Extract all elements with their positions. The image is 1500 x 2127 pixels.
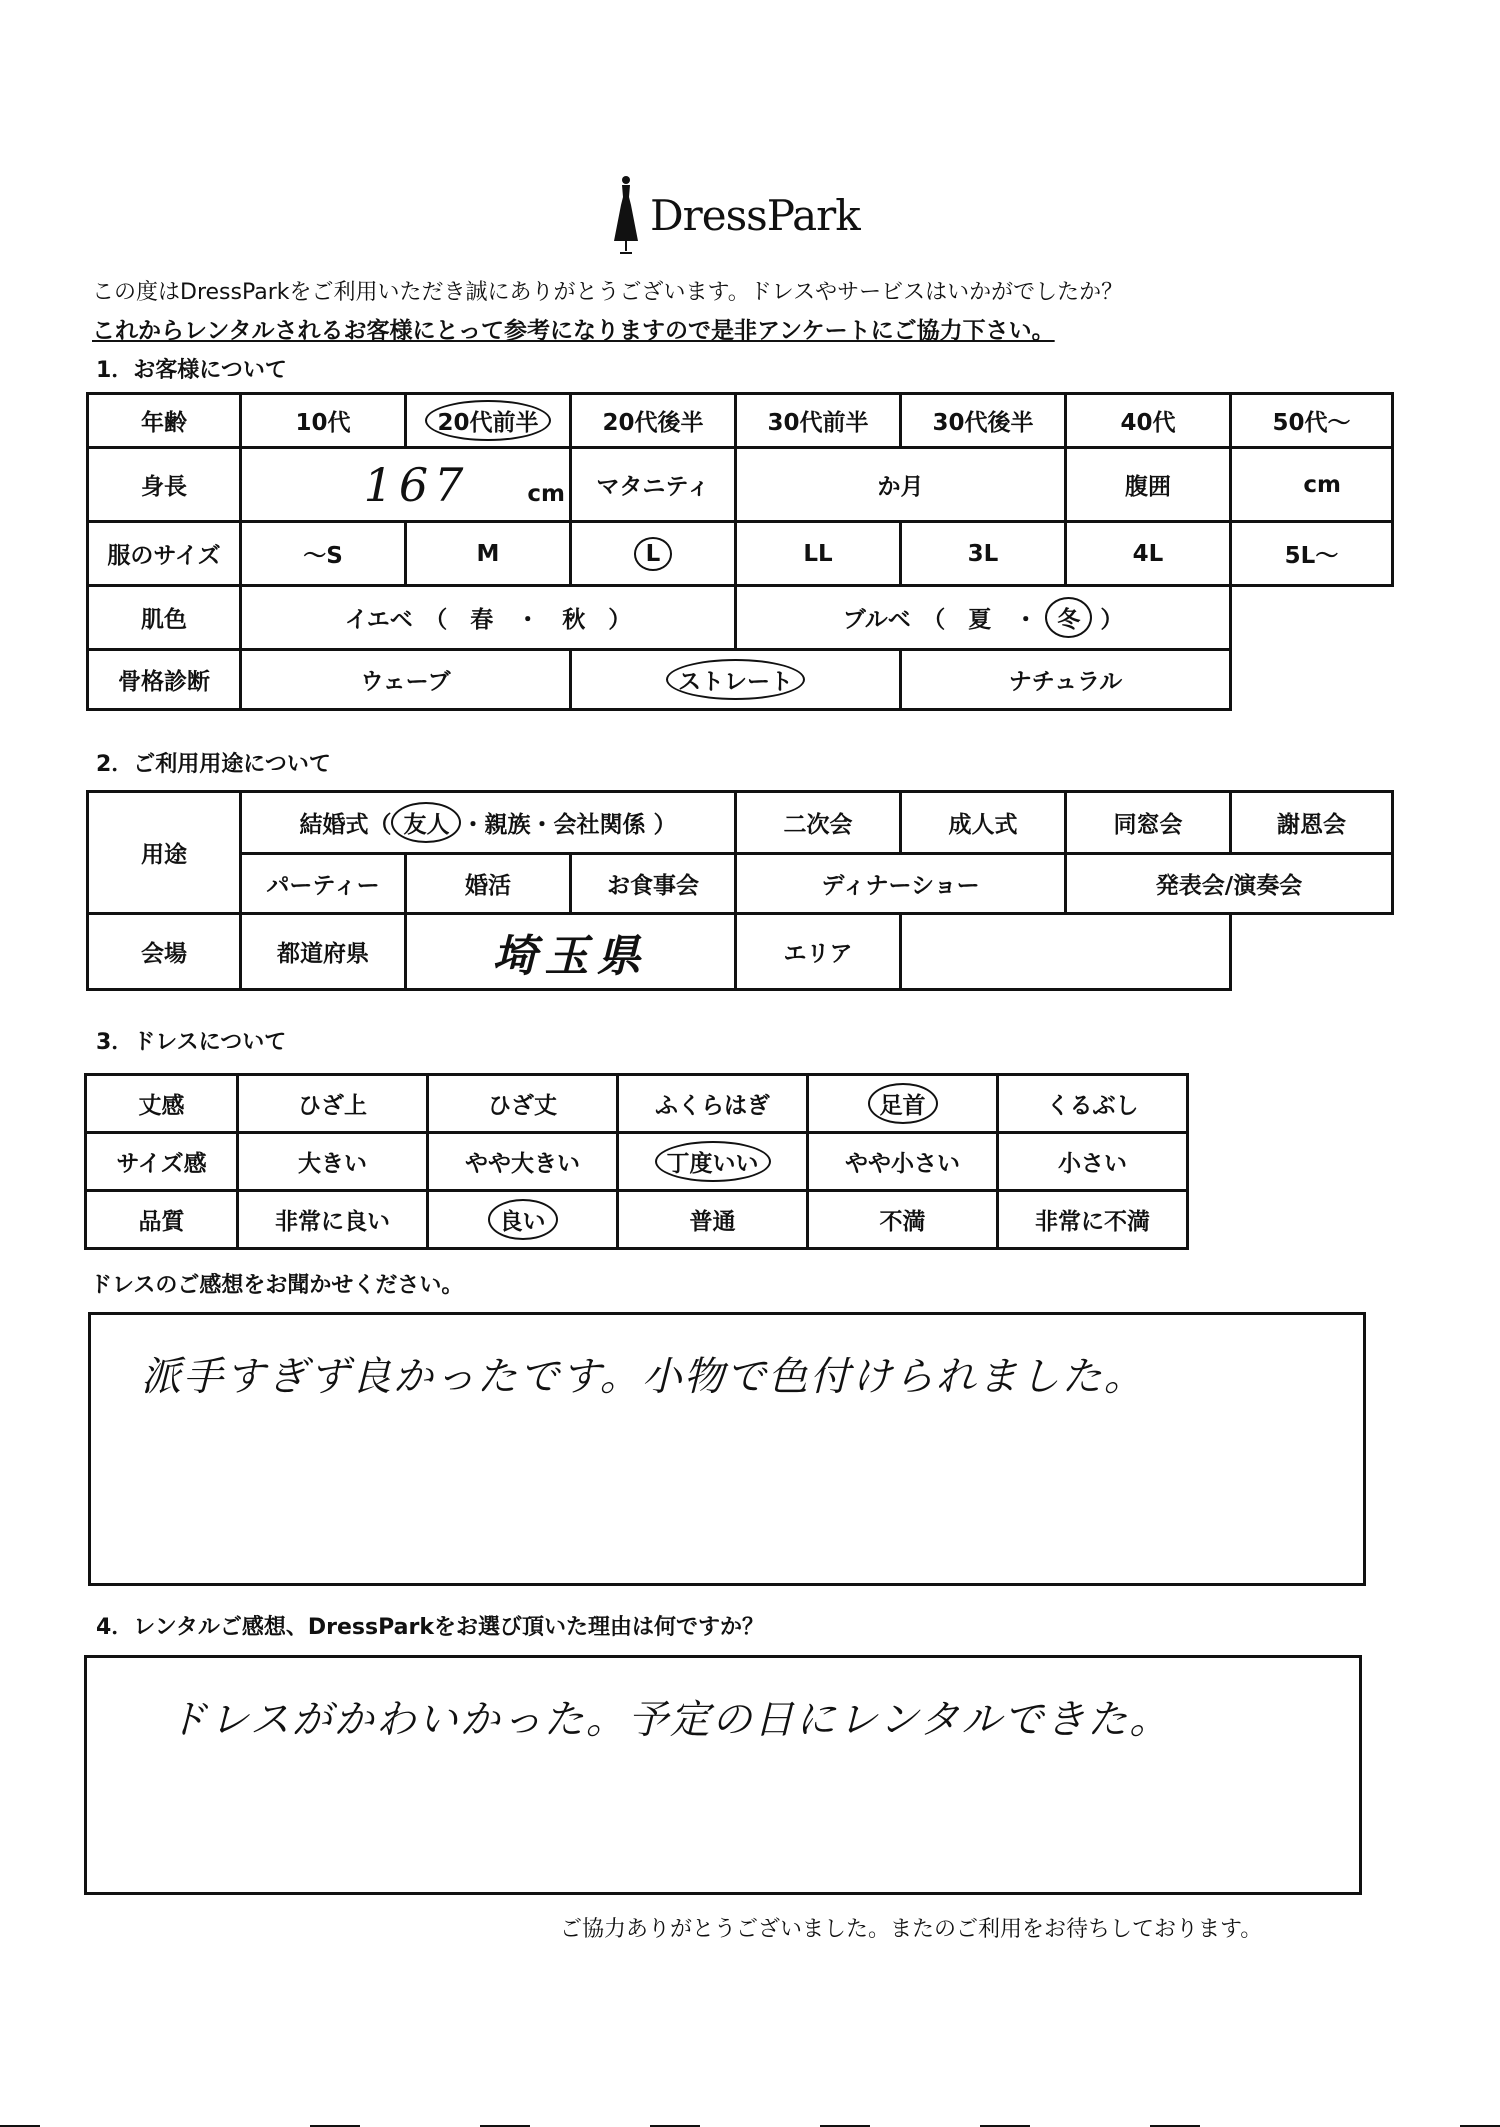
waist-label: 腹囲: [1066, 448, 1231, 522]
purpose-table: [86, 790, 1394, 991]
customer-table: [86, 392, 1394, 711]
height-field[interactable]: [241, 448, 571, 522]
area-label: エリア: [736, 914, 901, 990]
brand-name: DressPark: [650, 190, 860, 240]
age-option[interactable]: 10代: [241, 394, 406, 448]
reason-text: ドレスがかわいかった。予定の日にレンタルできた。: [167, 1697, 1172, 1743]
selection-circle: L: [634, 537, 673, 571]
fit-option[interactable]: 小さい: [998, 1133, 1188, 1191]
height-label: 身長: [88, 448, 241, 522]
quality-option[interactable]: 非常に不満: [998, 1191, 1188, 1249]
footer-thanks: ご協力ありがとうございました。またのご利用をお待ちしております。: [560, 1917, 1263, 1942]
age-option[interactable]: 30代後半: [901, 394, 1066, 448]
skin-blue-text: ブルベ （ 夏 ・: [842, 607, 1038, 633]
selection-circle: ストレート: [666, 659, 805, 700]
purpose-option[interactable]: ディナーショー: [736, 854, 1066, 914]
height-unit: cm: [527, 480, 565, 507]
section-3-title: 3．ドレスについて: [96, 1030, 287, 1055]
size-option-selected[interactable]: [571, 522, 736, 586]
purpose-option[interactable]: 婚活: [406, 854, 571, 914]
empty-cell: [1231, 586, 1393, 650]
length-option[interactable]: ひざ丈: [428, 1075, 618, 1133]
purpose-option[interactable]: 発表会/演奏会: [1066, 854, 1393, 914]
selection-circle: 良い: [488, 1199, 558, 1240]
dress-comment-prompt: ドレスのご感想をお聞かせください。: [90, 1273, 464, 1298]
length-option[interactable]: くるぶし: [998, 1075, 1188, 1133]
quality-option[interactable]: 不満: [808, 1191, 998, 1249]
fit-option[interactable]: やや大きい: [428, 1133, 618, 1191]
size-option[interactable]: 3L: [901, 522, 1066, 586]
frame-option-selected[interactable]: [571, 650, 901, 710]
reason-box[interactable]: [84, 1655, 1362, 1895]
empty-cell: [1231, 650, 1393, 710]
skin-yellow-option[interactable]: イエベ （ 春 ・ 秋 ）: [241, 586, 736, 650]
size-option[interactable]: LL: [736, 522, 901, 586]
size-option[interactable]: M: [406, 522, 571, 586]
venue-label: 会場: [88, 914, 241, 990]
age-option[interactable]: 50代～: [1231, 394, 1393, 448]
age-option-selected[interactable]: [406, 394, 571, 448]
skin-blue-option[interactable]: [736, 586, 1231, 650]
quality-option[interactable]: 普通: [618, 1191, 808, 1249]
waist-unit: cm: [1303, 471, 1341, 498]
size-option[interactable]: 5L～: [1231, 522, 1393, 586]
selection-circle: 足首: [868, 1083, 938, 1124]
purpose-option[interactable]: 同窓会: [1066, 792, 1231, 854]
area-value[interactable]: [901, 914, 1231, 990]
purpose-option[interactable]: お食事会: [571, 854, 736, 914]
skin-label: 肌色: [88, 586, 241, 650]
age-option[interactable]: 20代後半: [571, 394, 736, 448]
section-4-title: 4．レンタルご感想、DressParkをお選び頂いた理由は何ですか？: [96, 1615, 764, 1640]
intro-request: これからレンタルされるお客様にとって参考になりますので是非アンケートにご協力下さい。: [92, 318, 1055, 344]
fit-option-selected[interactable]: [618, 1133, 808, 1191]
fit-option[interactable]: 大きい: [238, 1133, 428, 1191]
wedding-option[interactable]: [241, 792, 736, 854]
dress-comment-text: 派手すぎず良かったです。小物で色付けられました。: [141, 1354, 1146, 1400]
size-option[interactable]: ～S: [241, 522, 406, 586]
pref-label: 都道府県: [241, 914, 406, 990]
fit-option[interactable]: やや小さい: [808, 1133, 998, 1191]
length-option-selected[interactable]: [808, 1075, 998, 1133]
quality-label: 品質: [86, 1191, 238, 1249]
brand-logo: [612, 170, 860, 260]
maternity-unit: か月: [877, 474, 924, 500]
purpose-label: 用途: [88, 792, 241, 914]
selection-circle: 20代前半: [425, 400, 550, 441]
pref-value[interactable]: 埼玉県: [406, 914, 736, 990]
length-option[interactable]: ひざ上: [238, 1075, 428, 1133]
wedding-text: 結婚式（: [299, 812, 392, 838]
purpose-option[interactable]: 成人式: [901, 792, 1066, 854]
waist-field[interactable]: [1231, 448, 1393, 522]
frame-label: 骨格診断: [88, 650, 241, 710]
skin-blue-close: ）: [1100, 607, 1124, 633]
height-value: 167: [363, 457, 470, 512]
quality-option-selected[interactable]: [428, 1191, 618, 1249]
purpose-option[interactable]: パーティー: [241, 854, 406, 914]
empty-cell: [1231, 914, 1393, 990]
purpose-option[interactable]: 謝恩会: [1231, 792, 1393, 854]
section-2-title: 2．ご利用用途について: [96, 752, 331, 777]
frame-option[interactable]: ウェーブ: [241, 650, 571, 710]
section-1-title: 1．お客様について: [96, 358, 287, 383]
wedding-text-rest: ・親族・会社関係 ）: [461, 812, 677, 838]
age-label: 年齢: [88, 394, 241, 448]
frame-option[interactable]: ナチュラル: [901, 650, 1231, 710]
dress-icon: [612, 175, 640, 255]
selection-circle: 冬: [1045, 597, 1092, 638]
selection-circle: 丁度いい: [655, 1141, 771, 1182]
selection-circle: 友人: [391, 802, 461, 843]
size-option[interactable]: 4L: [1066, 522, 1231, 586]
quality-option[interactable]: 非常に良い: [238, 1191, 428, 1249]
maternity-field[interactable]: [736, 448, 1066, 522]
scan-edge: [0, 2100, 1500, 2127]
dress-comment-box[interactable]: [88, 1312, 1366, 1586]
length-label: 丈感: [86, 1075, 238, 1133]
size-label: 服のサイズ: [88, 522, 241, 586]
purpose-option[interactable]: 二次会: [736, 792, 901, 854]
fit-label: サイズ感: [86, 1133, 238, 1191]
dress-table: [84, 1073, 1189, 1250]
maternity-label: マタニティ: [571, 448, 736, 522]
length-option[interactable]: ふくらはぎ: [618, 1075, 808, 1133]
age-option[interactable]: 40代: [1066, 394, 1231, 448]
intro-text: この度はDressParkをご利用いただき誠にありがとうございます。ドレスやサービスはいかがでしたか？: [92, 280, 1124, 305]
age-option[interactable]: 30代前半: [736, 394, 901, 448]
